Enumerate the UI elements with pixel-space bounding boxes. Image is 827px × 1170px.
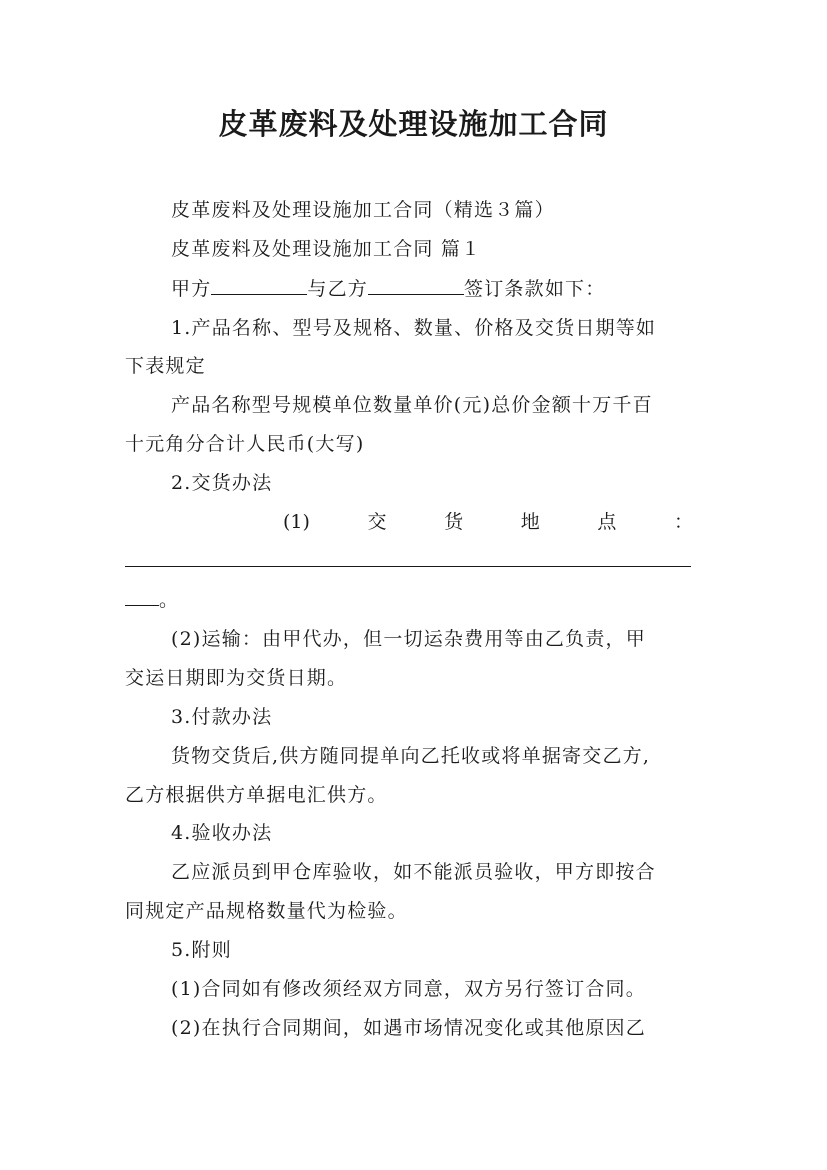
clause4-line2: 同规定产品规格数量代为检验。 [125, 900, 408, 922]
delivery-location-char: ： [673, 511, 693, 533]
parties-line [171, 274, 705, 304]
transport-line1: (2)运输：由甲代办，但一切运杂费用等由乙负责，甲 [171, 628, 646, 650]
party-b-blank [368, 274, 464, 295]
table-desc-line2: 十元角分合计人民币(大写) [125, 433, 365, 455]
delivery-location-char: 货 [444, 511, 464, 533]
section-heading: 皮革废料及处理设施加工合同 篇１ [171, 238, 482, 260]
parties-suffix: 签订条款如下： [464, 278, 606, 300]
clause3-line2: 乙方根据供方单据电汇供方。 [125, 784, 388, 806]
party-connector: 与乙方 [307, 278, 369, 300]
delivery-location-end: 。 [159, 589, 180, 611]
transport-line2: 交运日期即为交货日期。 [125, 667, 348, 689]
clause2-heading: 2.交货办法 [171, 472, 273, 494]
delivery-location-end-line [125, 585, 705, 615]
clause3-line1: 货物交货后,供方随同提单向乙托收或将单据寄交乙方, [171, 745, 651, 767]
clause5-item1: (1)合同如有修改须经双方同意，双方另行签订合同。 [171, 978, 646, 1000]
delivery-location-char: 交 [367, 511, 387, 533]
clause4-heading: 4.验收办法 [171, 822, 273, 844]
table-desc-line1: 产品名称型号规模单位数量单价(元)总价金额十万千百 [171, 394, 653, 416]
clause1-line1: 1.产品名称、型号及规格、数量、价格及交货日期等如 [171, 317, 657, 339]
party-a-label: 甲方 [171, 278, 212, 300]
clause1-line2: 下表规定 [125, 355, 206, 377]
delivery-location-line [283, 507, 693, 537]
delivery-location-blank-tail [125, 585, 159, 606]
delivery-location-char: (1) [283, 511, 310, 533]
clause5-heading: 5.附则 [171, 939, 232, 961]
delivery-location-char: 地 [520, 511, 540, 533]
document-title: 皮革废料及处理设施加工合同 [218, 107, 609, 141]
clause5-item2: (2)在执行合同期间，如遇市场情况变化或其他原因乙 [171, 1017, 646, 1039]
clause4-line1: 乙应派员到甲仓库验收，如不能派员验收，甲方即按合 [171, 861, 656, 883]
document-subtitle: 皮革废料及处理设施加工合同（精选３篇） [171, 199, 555, 221]
clause3-heading: 3.付款办法 [171, 706, 273, 728]
party-a-blank [211, 274, 307, 295]
delivery-location-char: 点 [597, 511, 617, 533]
delivery-location-blank [125, 566, 691, 567]
